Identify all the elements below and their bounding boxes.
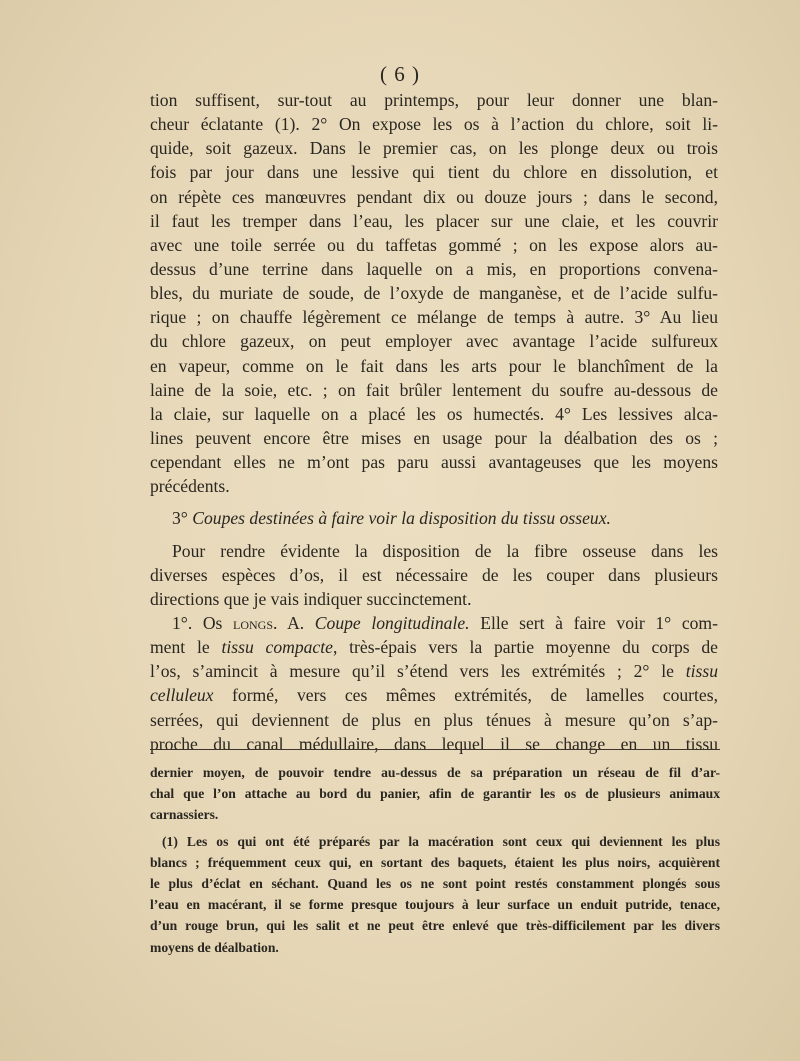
footnote-line: blancs ; fréquemment ceux qui, en sortant des baquets, étaient les plus noirs, acquièrent — [150, 854, 720, 870]
text-run: , très-épais vers la partie moyenne du corps de — [332, 637, 718, 658]
section-title: Coupes destinées à faire voir la disposition du tissu osseux. — [192, 508, 611, 529]
text-line: fois par jour dans une lessive qui tient du chlore en dissolution, et — [150, 162, 718, 183]
text-line: la claie, sur laquelle on a placé les os humectés. 4° Les lessives alca- — [150, 403, 718, 424]
text-run: ment le — [150, 637, 222, 658]
footnote-line: moyens de déalbation. — [150, 939, 279, 955]
text-run: formé, vers ces mêmes extrémités, de lamelles courtes, — [213, 685, 718, 706]
text-line: quide, soit gazeux. Dans le premier cas, on les plonge deux ou trois — [150, 138, 718, 159]
text-line: du chlore gazeux, on peut employer avec avantage l’acide sulfureux — [150, 331, 718, 352]
footnotes — [150, 762, 720, 958]
paragraph-gap — [150, 531, 718, 539]
footnote-line: chal que l’on attache au bord du panier, afin de garantir les os de plusieurs animaux — [150, 786, 720, 802]
text-line: cependant elles ne m’ont pas paru aussi avantageuses que les moyens — [150, 452, 718, 473]
footnote-line: le plus d’éclat en séchant. Quand les os ne sont point restés constamment plongés sous — [150, 875, 720, 891]
text-line: proche du canal médullaire, dans lequel il se change en un tissu — [150, 733, 718, 754]
italic-run: tissu — [685, 661, 718, 682]
text-line — [150, 683, 718, 707]
footnote-line: l’eau en macérant, il se forme presque toujours à leur surface un enduit putride, tenace, — [150, 897, 720, 913]
main-text — [150, 88, 718, 756]
italic-run: celluleux — [150, 685, 214, 706]
text-line: on répète ces manœuvres pendant dix ou douze jours ; dans le second, — [150, 186, 718, 207]
footnote-line: (1) Les os qui ont été préparés par la macération sont ceux qui deviennent les plus — [162, 833, 720, 849]
text-line — [150, 611, 718, 635]
section-number: 3° — [172, 508, 188, 529]
text-line — [150, 659, 718, 683]
text-run: Elle sert à faire voir 1° com- — [469, 612, 718, 633]
text-run: . A. — [273, 612, 315, 633]
text-line: directions que je vais indiquer succinctement. — [150, 588, 472, 609]
text-line: serrées, qui deviennent de plus en plus ténues à mesure qu’on s’ap- — [150, 709, 718, 730]
text-run: 1°. Os — [172, 612, 234, 633]
text-line: tion suffisent, sur-tout au printemps, pour leur donner une blan- — [150, 90, 718, 110]
paragraph-gap — [150, 498, 718, 506]
text-line: précédents. — [150, 476, 230, 497]
text-line: bles, du muriate de soude, de l’oxyde de manganèse, et de l’acide sulfu- — [150, 283, 718, 304]
italic-run: tissu compacte — [221, 637, 333, 658]
text-line: lines peuvent encore être mises en usage pour la déalbation des os ; — [150, 427, 718, 448]
text-line: dessus d’une terrine dans laquelle on a mis, en proportions convena- — [150, 258, 718, 279]
section-heading — [150, 506, 718, 530]
footnote-line: dernier moyen, de pouvoir tendre au-dessus de sa préparation un réseau de fil d’ar- — [150, 765, 720, 780]
footnote-line: carnassiers. — [150, 807, 219, 823]
text-line: en vapeur, comme on le fait dans les arts pour le blanchîment de la — [150, 355, 718, 376]
text-line: diverses espèces d’os, il est nécessaire de les couper dans plusieurs — [150, 564, 718, 585]
text-line: cheur éclatante (1). 2° On expose les os à l’action du chlore, soit li- — [150, 114, 718, 135]
small-caps-run: longs — [233, 612, 274, 633]
text-line: laine de la soie, etc. ; on fait brûler lentement du soufre au-dessous de — [150, 379, 718, 400]
text-line: avec une toile serrée ou du taffetas gommé ; on les expose alors au- — [150, 234, 718, 255]
text-run: l’os, s’amincit à mesure qu’il s’étend vers les extrémités ; 2° le — [150, 661, 686, 682]
text-line: il faut les tremper dans l’eau, les placer sur une claie, et les couvrir — [150, 210, 718, 231]
text-line: Pour rendre évidente la disposition de la fibre osseuse dans les — [172, 540, 718, 561]
footnote-divider — [150, 749, 720, 750]
text-line: rique ; on chauffe légèrement ce mélange de temps à autre. 3° Au lieu — [150, 307, 718, 328]
footnote-line: d’un rouge brun, qui les salit et ne peut être enlevé que très-difficilement par les divers — [150, 918, 720, 934]
italic-run: Coupe longitudinale. — [314, 612, 470, 633]
text-line — [150, 635, 718, 659]
page-number: ( 6 ) — [380, 62, 420, 86]
